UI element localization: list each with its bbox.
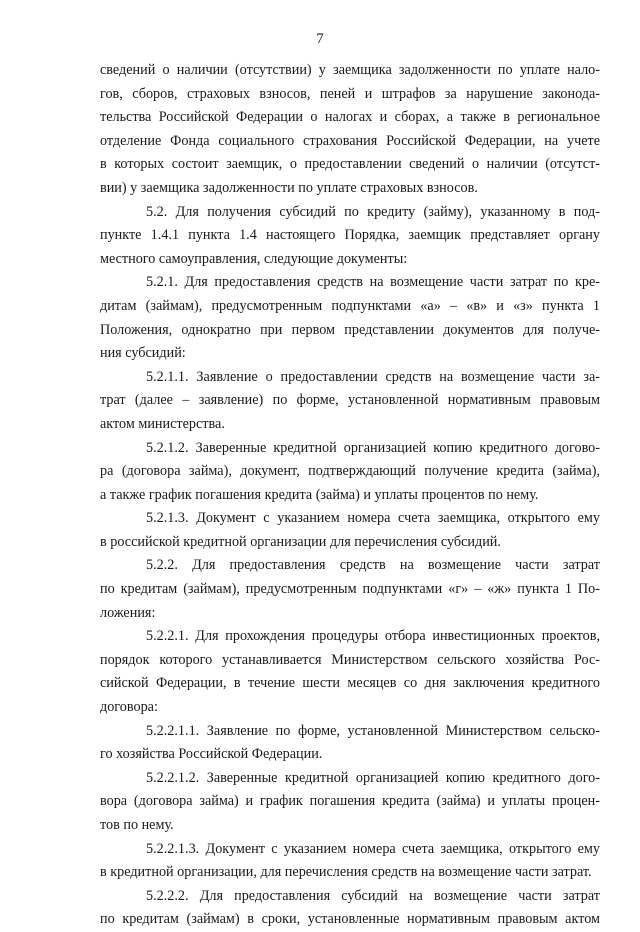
- text-line: сведений о наличии (отсутствии) у заемщика задолженности по уплате нало-: [100, 62, 600, 78]
- text-line: го хозяйства Российской Федерации.: [100, 746, 323, 763]
- document-body: [100, 59, 600, 932]
- paragraph: [100, 201, 600, 272]
- text-line: Положения, однократно при первом представлении документов для получе-: [100, 321, 600, 338]
- paragraph: [100, 366, 600, 437]
- text-line: ра (договора займа), документ, подтверждающий получение кредита (займа),: [100, 463, 600, 480]
- text-line: по кредитам (займам), предусмотренным подпунктами «г» – «ж» пункта 1 По-: [100, 581, 600, 598]
- text-line: порядок которого устанавливается Министерством сельского хозяйства Рос-: [100, 651, 600, 668]
- text-line: 5.2.1. Для предоставления средств на возмещение части затрат по кре-: [146, 274, 600, 291]
- text-line: трат (далее – заявление) по форме, установленной нормативным правовым: [100, 392, 600, 409]
- text-line: актом министерства.: [100, 415, 225, 432]
- paragraph: [100, 625, 600, 719]
- text-line: тов по нему.: [100, 817, 174, 833]
- text-line: 5.2.1.2. Заверенные кредитной организацией копию кредитного догово-: [146, 439, 600, 456]
- text-line: вии) у заемщика задолженности по уплате страховых взносов.: [100, 179, 478, 196]
- text-line: договора:: [100, 699, 158, 716]
- paragraph: [100, 720, 600, 767]
- text-line: по кредитам (займам) в сроки, установленные нормативным правовым актом: [100, 911, 600, 928]
- paragraph: [100, 767, 600, 838]
- text-line: 5.2.2.1.3. Документ с указанием номера счета заемщика, открытого ему: [146, 840, 600, 857]
- paragraph: [100, 437, 600, 508]
- text-line: вора (договора займа) и график погашения кредита (займа) и уплаты процен-: [100, 793, 600, 810]
- text-line: 5.2.2. Для предоставления средств на возмещение части затрат: [146, 557, 600, 574]
- paragraph: [100, 554, 600, 625]
- text-line: в которых состоит заемщик, о предоставлении сведений о наличии (отсутст-: [100, 156, 600, 173]
- text-line: 5.2.2.1. Для прохождения процедуры отбора инвестиционных проектов,: [146, 628, 600, 645]
- page-number: 7: [316, 31, 324, 47]
- text-line: 5.2.1.1. Заявление о предоставлении средств на возмещение части за-: [146, 368, 600, 385]
- text-line: местного самоуправления, следующие документы:: [100, 250, 408, 267]
- text-line: дитам (займам), предусмотренным подпунктами «а» – «в» и «з» пункта 1: [100, 297, 600, 314]
- text-line: сийской Федерации, в течение шести месяцев со дня заключения кредитного: [100, 675, 600, 692]
- paragraph: [100, 885, 600, 932]
- text-line: ложения:: [100, 604, 156, 621]
- text-line: 5.2.2.2. Для предоставления субсидий на возмещение части затрат: [146, 887, 600, 904]
- paragraph: [100, 838, 600, 885]
- paragraph: [100, 507, 600, 554]
- text-line: ния субсидий:: [100, 345, 186, 362]
- text-line: пункте 1.4.1 пункта 1.4 настоящего Порядка, заемщик представляет органу: [100, 227, 600, 244]
- text-line: 5.2.2.1.2. Заверенные кредитной организацией копию кредитного дого-: [146, 769, 600, 786]
- paragraph: [100, 271, 600, 365]
- text-line: а также график погашения кредита (займа) и уплаты процентов по нему.: [100, 486, 539, 503]
- text-line: 5.2. Для получения субсидий по кредиту (займу), указанному в под-: [146, 203, 600, 220]
- text-line: 5.2.2.1.1. Заявление по форме, установленной Министерством сельско-: [146, 722, 600, 739]
- text-line: в российской кредитной организации для перечисления субсидий.: [100, 533, 501, 550]
- text-line: отделение Фонда социального страхования Российской Федерации, на учете: [100, 132, 600, 149]
- text-line: тельства Российской Федерации о налогах и сборах, а также в региональное: [100, 109, 600, 126]
- text-line: 5.2.1.3. Документ с указанием номера счета заемщика, открытого ему: [146, 510, 600, 527]
- text-line: гов, сборов, страховых взносов, пеней и штрафов за нарушение законода-: [100, 85, 600, 102]
- paragraph: [100, 59, 600, 201]
- text-line: в кредитной организации, для перечисления средств на возмещение части затрат.: [100, 864, 592, 881]
